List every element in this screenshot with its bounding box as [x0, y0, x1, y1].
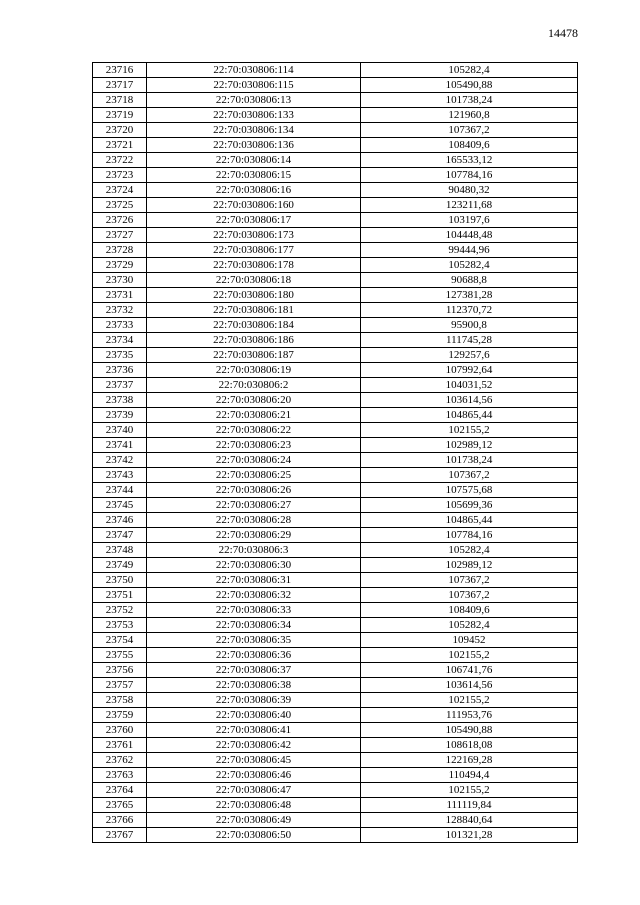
cadastral-value-cell: 110494,4: [361, 768, 578, 783]
table-row: [93, 738, 578, 753]
cadastral-value-cell: 108409,6: [361, 138, 578, 153]
cadastral-value-cell: 107575,68: [361, 483, 578, 498]
table-row: [93, 603, 578, 618]
cadastral-number-cell: 22:70:030806:29: [147, 528, 361, 543]
row-number-cell: 23739: [93, 408, 147, 423]
cadastral-number-cell: 22:70:030806:25: [147, 468, 361, 483]
cadastral-number-cell: 22:70:030806:40: [147, 708, 361, 723]
cadastral-number-cell: 22:70:030806:34: [147, 618, 361, 633]
cadastral-number-cell: 22:70:030806:186: [147, 333, 361, 348]
row-number-cell: 23724: [93, 183, 147, 198]
row-number-cell: 23721: [93, 138, 147, 153]
row-number-cell: 23762: [93, 753, 147, 768]
cadastral-value-cell: 107992,64: [361, 363, 578, 378]
row-number-cell: 23766: [93, 813, 147, 828]
cadastral-number-cell: 22:70:030806:36: [147, 648, 361, 663]
row-number-cell: 23743: [93, 468, 147, 483]
row-number-cell: 23744: [93, 483, 147, 498]
table-row: [93, 378, 578, 393]
row-number-cell: 23763: [93, 768, 147, 783]
row-number-cell: 23722: [93, 153, 147, 168]
row-number-cell: 23740: [93, 423, 147, 438]
cadastral-number-cell: 22:70:030806:15: [147, 168, 361, 183]
cadastral-value-cell: 111119,84: [361, 798, 578, 813]
table-row: [93, 393, 578, 408]
page-number: 14478: [548, 26, 578, 40]
row-number-cell: 23736: [93, 363, 147, 378]
cadastral-value-cell: 129257,6: [361, 348, 578, 363]
table-row: [93, 273, 578, 288]
cadastral-value-cell: 105282,4: [361, 543, 578, 558]
cadastral-number-cell: 22:70:030806:14: [147, 153, 361, 168]
cadastral-number-cell: 22:70:030806:41: [147, 723, 361, 738]
cadastral-value-cell: 105490,88: [361, 723, 578, 738]
table-row: [93, 438, 578, 453]
cadastral-value-cell: 165533,12: [361, 153, 578, 168]
cadastral-value-cell: 128840,64: [361, 813, 578, 828]
table-row: [93, 513, 578, 528]
cadastral-number-cell: 22:70:030806:26: [147, 483, 361, 498]
table-row: [93, 498, 578, 513]
cadastral-value-cell: 102155,2: [361, 783, 578, 798]
cadastral-number-cell: 22:70:030806:177: [147, 243, 361, 258]
cadastral-number-cell: 22:70:030806:47: [147, 783, 361, 798]
cadastral-number-cell: 22:70:030806:38: [147, 678, 361, 693]
row-number-cell: 23728: [93, 243, 147, 258]
table-row: [93, 228, 578, 243]
table-row: [93, 618, 578, 633]
row-number-cell: 23723: [93, 168, 147, 183]
table-row: [93, 768, 578, 783]
row-number-cell: 23734: [93, 333, 147, 348]
cadastral-value-cell: 102155,2: [361, 693, 578, 708]
cadastral-number-cell: 22:70:030806:173: [147, 228, 361, 243]
row-number-cell: 23746: [93, 513, 147, 528]
cadastral-value-cell: 102155,2: [361, 423, 578, 438]
cadastral-value-cell: 123211,68: [361, 198, 578, 213]
table-row: [93, 168, 578, 183]
table-row: [93, 648, 578, 663]
cadastral-value-cell: 108618,08: [361, 738, 578, 753]
row-number-cell: 23737: [93, 378, 147, 393]
cadastral-value-cell: 104448,48: [361, 228, 578, 243]
row-number-cell: 23760: [93, 723, 147, 738]
row-number-cell: 23750: [93, 573, 147, 588]
cadastral-number-cell: 22:70:030806:133: [147, 108, 361, 123]
row-number-cell: 23759: [93, 708, 147, 723]
table-body: [93, 63, 578, 843]
cadastral-value-cell: 105699,36: [361, 498, 578, 513]
cadastral-value-cell: 121960,8: [361, 108, 578, 123]
table-row: [93, 63, 578, 78]
cadastral-value-cell: 103614,56: [361, 393, 578, 408]
cadastral-number-cell: 22:70:030806:28: [147, 513, 361, 528]
cadastral-number-cell: 22:70:030806:184: [147, 318, 361, 333]
row-number-cell: 23757: [93, 678, 147, 693]
cadastral-number-cell: 22:70:030806:180: [147, 288, 361, 303]
cadastral-number-cell: 22:70:030806:31: [147, 573, 361, 588]
cadastral-value-cell: 107367,2: [361, 588, 578, 603]
row-number-cell: 23733: [93, 318, 147, 333]
cadastral-number-cell: 22:70:030806:178: [147, 258, 361, 273]
table-row: [93, 483, 578, 498]
table-row: [93, 813, 578, 828]
table-row: [93, 303, 578, 318]
row-number-cell: 23742: [93, 453, 147, 468]
cadastral-value-cell: 104031,52: [361, 378, 578, 393]
cadastral-number-cell: 22:70:030806:187: [147, 348, 361, 363]
cadastral-number-cell: 22:70:030806:27: [147, 498, 361, 513]
row-number-cell: 23725: [93, 198, 147, 213]
cadastral-value-cell: 99444,96: [361, 243, 578, 258]
cadastral-number-cell: 22:70:030806:2: [147, 378, 361, 393]
cadastral-value-cell: 101738,24: [361, 453, 578, 468]
row-number-cell: 23753: [93, 618, 147, 633]
row-number-cell: 23749: [93, 558, 147, 573]
table-row: [93, 348, 578, 363]
cadastral-value-cell: 105282,4: [361, 258, 578, 273]
cadastral-value-cell: 90480,32: [361, 183, 578, 198]
cadastral-value-cell: 103197,6: [361, 213, 578, 228]
cadastral-value-cell: 101321,28: [361, 828, 578, 843]
cadastral-number-cell: 22:70:030806:42: [147, 738, 361, 753]
table-row: [93, 678, 578, 693]
cadastral-value-cell: 107367,2: [361, 573, 578, 588]
cadastral-number-cell: 22:70:030806:115: [147, 78, 361, 93]
cadastral-value-cell: 107784,16: [361, 168, 578, 183]
cadastral-value-cell: 111953,76: [361, 708, 578, 723]
table-row: [93, 783, 578, 798]
cadastral-number-cell: 22:70:030806:48: [147, 798, 361, 813]
cadastral-number-cell: 22:70:030806:32: [147, 588, 361, 603]
cadastral-value-cell: 122169,28: [361, 753, 578, 768]
row-number-cell: 23726: [93, 213, 147, 228]
row-number-cell: 23745: [93, 498, 147, 513]
cadastral-value-cell: 127381,28: [361, 288, 578, 303]
table-row: [93, 693, 578, 708]
table-row: [93, 243, 578, 258]
row-number-cell: 23751: [93, 588, 147, 603]
cadastral-value-cell: 104865,44: [361, 408, 578, 423]
table-row: [93, 333, 578, 348]
cadastral-number-cell: 22:70:030806:49: [147, 813, 361, 828]
row-number-cell: 23748: [93, 543, 147, 558]
cadastral-value-cell: 95900,8: [361, 318, 578, 333]
row-number-cell: 23729: [93, 258, 147, 273]
table-row: [93, 108, 578, 123]
table-row: [93, 93, 578, 108]
cadastral-number-cell: 22:70:030806:20: [147, 393, 361, 408]
row-number-cell: 23756: [93, 663, 147, 678]
table-row: [93, 453, 578, 468]
row-number-cell: 23755: [93, 648, 147, 663]
cadastral-number-cell: 22:70:030806:37: [147, 663, 361, 678]
row-number-cell: 23731: [93, 288, 147, 303]
row-number-cell: 23764: [93, 783, 147, 798]
row-number-cell: 23765: [93, 798, 147, 813]
cadastral-value-cell: 108409,6: [361, 603, 578, 618]
table-row: [93, 588, 578, 603]
row-number-cell: 23752: [93, 603, 147, 618]
cadastral-value-cell: 109452: [361, 633, 578, 648]
cadastral-value-cell: 103614,56: [361, 678, 578, 693]
cadastral-number-cell: 22:70:030806:13: [147, 93, 361, 108]
table-row: [93, 708, 578, 723]
cadastral-number-cell: 22:70:030806:181: [147, 303, 361, 318]
cadastral-number-cell: 22:70:030806:46: [147, 768, 361, 783]
table-row: [93, 123, 578, 138]
cadastral-number-cell: 22:70:030806:23: [147, 438, 361, 453]
row-number-cell: 23730: [93, 273, 147, 288]
cadastral-number-cell: 22:70:030806:16: [147, 183, 361, 198]
table-row: [93, 408, 578, 423]
row-number-cell: 23738: [93, 393, 147, 408]
table-row: [93, 198, 578, 213]
cadastral-value-cell: 106741,76: [361, 663, 578, 678]
row-number-cell: 23718: [93, 93, 147, 108]
cadastral-number-cell: 22:70:030806:21: [147, 408, 361, 423]
cadastral-value-cell: 104865,44: [361, 513, 578, 528]
table-row: [93, 528, 578, 543]
cadastral-value-cell: 107784,16: [361, 528, 578, 543]
cadastral-value-cell: 101738,24: [361, 93, 578, 108]
cadastral-value-cell: 105282,4: [361, 63, 578, 78]
cadastral-value-cell: 107367,2: [361, 123, 578, 138]
table-row: [93, 288, 578, 303]
row-number-cell: 23716: [93, 63, 147, 78]
row-number-cell: 23717: [93, 78, 147, 93]
cadastral-value-cell: 107367,2: [361, 468, 578, 483]
cadastral-number-cell: 22:70:030806:50: [147, 828, 361, 843]
cadastral-number-cell: 22:70:030806:39: [147, 693, 361, 708]
cadastral-value-cell: 105490,88: [361, 78, 578, 93]
table-row: [93, 723, 578, 738]
cadastral-number-cell: 22:70:030806:136: [147, 138, 361, 153]
row-number-cell: 23754: [93, 633, 147, 648]
cadastral-number-cell: 22:70:030806:35: [147, 633, 361, 648]
cadastral-number-cell: 22:70:030806:134: [147, 123, 361, 138]
table-row: [93, 183, 578, 198]
cadastral-number-cell: 22:70:030806:114: [147, 63, 361, 78]
cadastral-number-cell: 22:70:030806:45: [147, 753, 361, 768]
cadastral-value-cell: 112370,72: [361, 303, 578, 318]
row-number-cell: 23719: [93, 108, 147, 123]
table-row: [93, 573, 578, 588]
row-number-cell: 23758: [93, 693, 147, 708]
cadastral-value-cell: 111745,28: [361, 333, 578, 348]
cadastral-number-cell: 22:70:030806:18: [147, 273, 361, 288]
cadastral-number-cell: 22:70:030806:30: [147, 558, 361, 573]
table-row: [93, 78, 578, 93]
table-row: [93, 633, 578, 648]
table-row: [93, 543, 578, 558]
row-number-cell: 23727: [93, 228, 147, 243]
table-row: [93, 423, 578, 438]
table-row: [93, 798, 578, 813]
cadastral-number-cell: 22:70:030806:160: [147, 198, 361, 213]
row-number-cell: 23720: [93, 123, 147, 138]
cadastral-number-cell: 22:70:030806:33: [147, 603, 361, 618]
cadastral-number-cell: 22:70:030806:24: [147, 453, 361, 468]
row-number-cell: 23761: [93, 738, 147, 753]
table-row: [93, 558, 578, 573]
table-row: [93, 663, 578, 678]
row-number-cell: 23735: [93, 348, 147, 363]
cadastral-value-cell: 102989,12: [361, 558, 578, 573]
row-number-cell: 23767: [93, 828, 147, 843]
cadastral-number-cell: 22:70:030806:3: [147, 543, 361, 558]
cadastral-number-cell: 22:70:030806:19: [147, 363, 361, 378]
table-row: [93, 318, 578, 333]
table-row: [93, 753, 578, 768]
table-row: [93, 258, 578, 273]
cadastral-value-cell: 102989,12: [361, 438, 578, 453]
cadastral-value-table: [92, 62, 578, 843]
cadastral-number-cell: 22:70:030806:22: [147, 423, 361, 438]
row-number-cell: 23741: [93, 438, 147, 453]
table-row: [93, 153, 578, 168]
table-row: [93, 363, 578, 378]
cadastral-value-cell: 90688,8: [361, 273, 578, 288]
table-row: [93, 828, 578, 843]
cadastral-value-cell: 105282,4: [361, 618, 578, 633]
table-row: [93, 138, 578, 153]
row-number-cell: 23732: [93, 303, 147, 318]
row-number-cell: 23747: [93, 528, 147, 543]
cadastral-value-cell: 102155,2: [361, 648, 578, 663]
cadastral-number-cell: 22:70:030806:17: [147, 213, 361, 228]
table-row: [93, 468, 578, 483]
table-row: [93, 213, 578, 228]
